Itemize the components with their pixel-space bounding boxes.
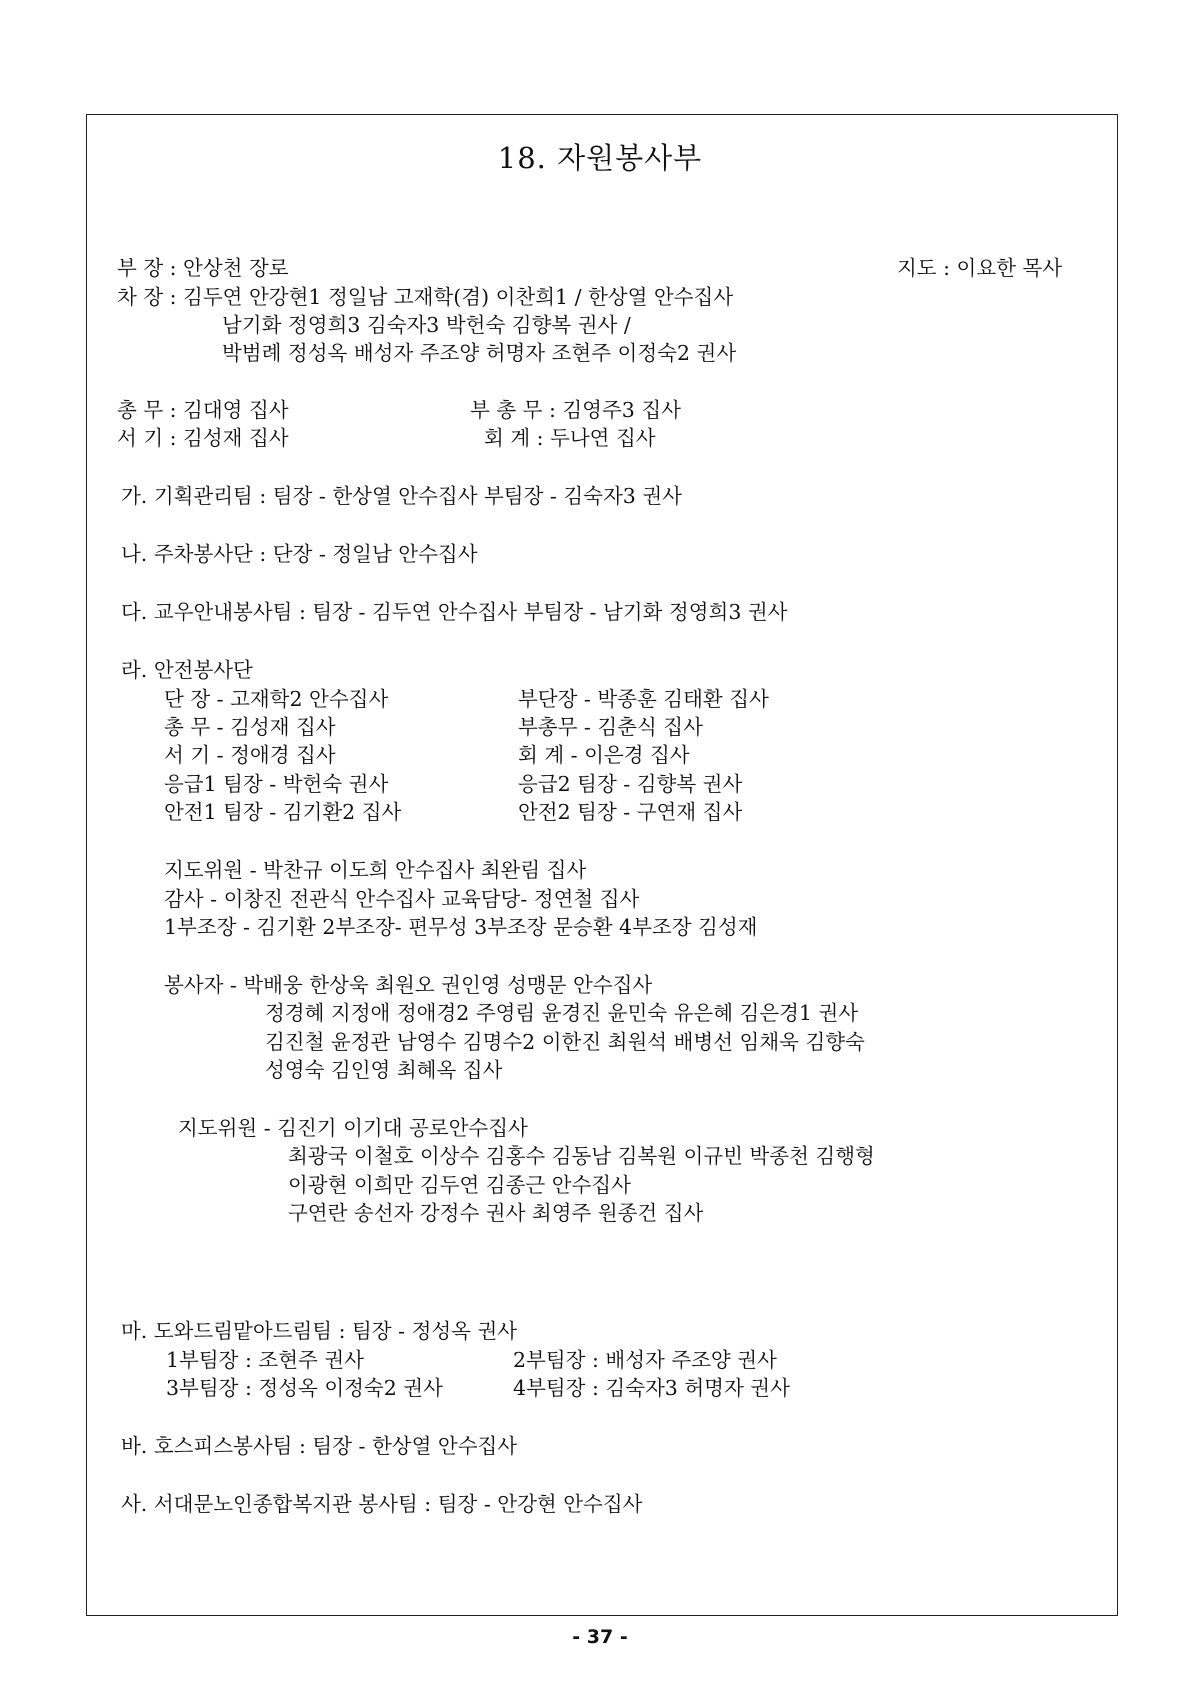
section-ma: 마. 도와드림맡아드림팀 : 팀장 - 정성옥 권사 xyxy=(121,1319,518,1343)
ra-row-left: 안전1 팀장 - 김기환2 집사 xyxy=(164,800,402,824)
chajang-line-2: 남기화 정영희3 김숙자3 박헌숙 김향복 권사 / xyxy=(222,313,631,337)
ra-bongsa-line: 김진철 윤정관 남영수 김명수2 이한진 최원석 배병선 임채욱 김향숙 xyxy=(265,1030,865,1054)
ra-gamsa-line: 감사 - 이창진 전관식 안수집사 교육담당- 정연철 집사 xyxy=(164,887,640,911)
ra-bongsa-line: 정경혜 지정애 정애경2 주영림 윤경진 윤민숙 유은혜 김은경1 권사 xyxy=(265,1001,859,1025)
section-ba: 바. 호스피스봉사팀 : 팀장 - 한상열 안수집사 xyxy=(121,1434,518,1458)
ra-row-left: 응급1 팀장 - 박헌숙 권사 xyxy=(164,772,389,796)
ra-row-left: 총 무 - 김성재 집사 xyxy=(164,715,336,739)
ra-row-right: 안전2 팀장 - 구연재 집사 xyxy=(518,800,743,824)
ra-row-right: 회 계 - 이은경 집사 xyxy=(518,743,690,767)
section-na: 나. 주차봉사단 : 단장 - 정일남 안수집사 xyxy=(121,542,478,566)
section-ra: 라. 안전봉사단 xyxy=(121,658,253,682)
chongmu-line: 총 무 : 김대영 집사 xyxy=(117,398,289,422)
section-da: 다. 교우안내봉사팀 : 팀장 - 김두연 안수집사 부팀장 - 남기화 정영희3 권사 xyxy=(121,600,788,624)
chajang-line-1: 차 장 : 김두연 안강현1 정일남 고재학(겸) 이찬희1 / 한상열 안수집사 xyxy=(117,285,734,309)
ra-bongsa-line: 성영숙 김인영 최혜옥 집사 xyxy=(265,1058,503,1082)
bujang-line: 부 장 : 안상천 장로 xyxy=(117,256,289,280)
section-sa: 사. 서대문노인종합복지관 봉사팀 : 팀장 - 안강현 안수집사 xyxy=(121,1492,643,1516)
ra-row-right: 응급2 팀장 - 김향복 권사 xyxy=(518,772,743,796)
ra-jido-line: 지도위원 - 박찬규 이도희 안수집사 최완림 집사 xyxy=(164,858,587,882)
section-ga: 가. 기획관리팀 : 팀장 - 한상열 안수집사 부팀장 - 김숙자3 권사 xyxy=(121,484,682,508)
seogi-line: 서 기 : 김성재 집사 xyxy=(117,426,289,450)
hoegye-line: 회 계 : 두나연 집사 xyxy=(484,426,656,450)
ra-bujojang-line: 1부조장 - 김기환 2부조장- 편무성 3부조장 문승환 4부조장 김성재 xyxy=(164,915,758,939)
ra-row-right: 부총무 - 김춘식 집사 xyxy=(518,715,703,739)
ra-jido2-line: 지도위원 - 김진기 이기대 공로안수집사 xyxy=(178,1116,528,1140)
page-number: - 37 - xyxy=(572,1626,628,1648)
chajang-line-3: 박범례 정성옥 배성자 주조양 허명자 조현주 이정숙2 권사 xyxy=(222,341,737,365)
ra-row-right: 부단장 - 박종훈 김태환 집사 xyxy=(518,687,769,711)
ra-jido2-line: 최광국 이철호 이상수 김홍수 김동남 김복원 이규빈 박종천 김행형 xyxy=(288,1144,875,1168)
ma-row-right: 4부팀장 : 김숙자3 허명자 권사 xyxy=(513,1376,790,1400)
ra-row-left: 단 장 - 고재학2 안수집사 xyxy=(164,687,389,711)
buchongmu-line: 부 총 무 : 김영주3 집사 xyxy=(470,398,681,422)
ra-bongsa-line: 봉사자 - 박배웅 한상욱 최원오 권인영 성맹문 안수집사 xyxy=(164,973,653,997)
ma-row-right: 2부팀장 : 배성자 주조양 권사 xyxy=(513,1348,777,1372)
jido-line: 지도 : 이요한 목사 xyxy=(897,256,1063,280)
ma-row-left: 1부팀장 : 조현주 권사 xyxy=(166,1348,364,1372)
ra-row-left: 서 기 - 정애경 집사 xyxy=(164,743,336,767)
page-title: 18. 자원봉사부 xyxy=(497,141,703,175)
ra-jido2-line: 구연란 송선자 강정수 권사 최영주 원종건 집사 xyxy=(288,1201,704,1225)
ma-row-left: 3부팀장 : 정성옥 이정숙2 권사 xyxy=(166,1376,443,1400)
ra-jido2-line: 이광현 이희만 김두연 김종근 안수집사 xyxy=(288,1173,631,1197)
